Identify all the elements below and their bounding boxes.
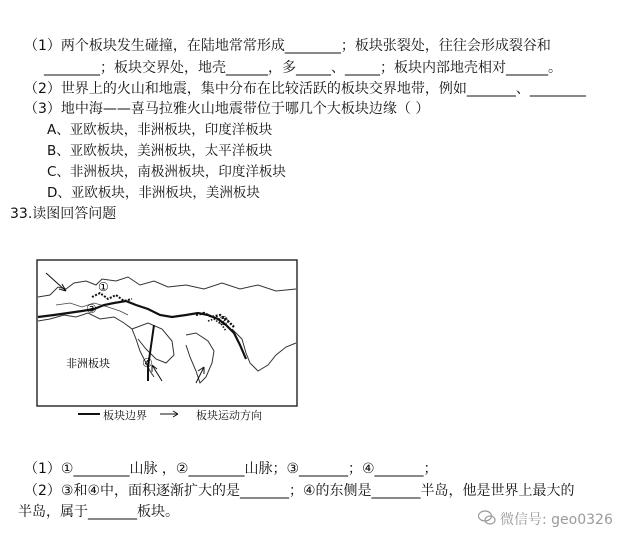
watermark-text: 微信号: geo0326	[500, 512, 613, 528]
q33-title: 33.读图回答问题	[10, 206, 117, 222]
q33-2-line-a: （2）③和④中，面积逐渐扩大的是_______；④的东侧是_______半岛，他是世界上最大的	[24, 483, 575, 499]
q1-line-a: （1）两个板块发生碰撞，在陆地常常形成________；板块张裂处，往往会形成裂谷和	[24, 38, 551, 54]
map-frame	[37, 260, 297, 406]
q3-option-a: A、亚欧板块，非洲板块，印度洋板块	[47, 122, 273, 138]
q3-option-d: D、亚欧板块，非洲板块，美洲板块	[47, 185, 260, 201]
marker-3: ③	[86, 302, 97, 316]
africa-plate-label: 非洲板块	[66, 357, 110, 370]
q33-2-line-b: 半岛，属于_______板块。	[18, 504, 179, 520]
legend-motion-label: 板块运动方向	[196, 409, 262, 422]
map-legend	[103, 407, 262, 423]
marker-1: ①	[98, 280, 109, 294]
q1-line-b: ________；板块交界处，地壳______，多_____、_____；板块内部地壳相对______。	[44, 60, 562, 76]
marker-2: ②	[218, 314, 229, 328]
legend-boundary-label: 板块边界	[103, 409, 147, 422]
q2-line: （2）世界上的火山和地震，集中分布在比较活跃的板块交界地带，例如_______、________	[24, 81, 586, 97]
q3-option-b: B、亚欧板块，美洲板块，太平洋板块	[47, 143, 273, 159]
q33-1-line: （1）①________山脉 ，②________山脉；③_______；④_______；	[24, 461, 438, 477]
wechat-icon	[478, 510, 496, 526]
plate-map	[36, 259, 298, 429]
q3-stem: （3）地中海——喜马拉雅火山地震带位于哪几个大板块边缘（ ）	[24, 101, 430, 117]
q3-option-c: C、非洲板块，南极洲板块，印度洋板块	[47, 164, 286, 180]
marker-4: ④	[142, 356, 153, 370]
